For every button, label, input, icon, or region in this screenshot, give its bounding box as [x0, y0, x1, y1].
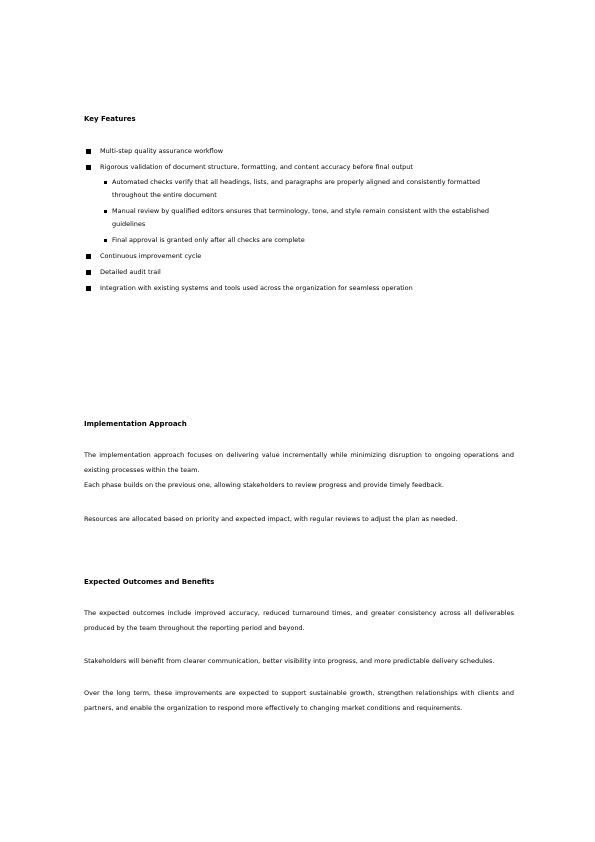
paragraph: Each phase builds on the previous one, allowing stakeholders to review progress and provide timely feedback. [84, 481, 444, 489]
paragraph: Stakeholders will benefit from clearer communication, better visibility into progress, and more predictable delivery schedules. [84, 657, 495, 665]
paragraph: The implementation approach focuses on delivering value incrementally while minimizing disruption to ongoing operations and existing processes within the team. [84, 451, 514, 474]
sub-list [100, 176, 514, 247]
list-item-text: Multi-step quality assurance workflow [100, 147, 224, 155]
paragraph: Resources are allocated based on priority and expected impact, with regular reviews to adjust the plan as needed. [84, 515, 458, 523]
section-heading-key-features: Key Features [84, 115, 136, 123]
list-item-text: Rigorous validation of document structure, formatting, and content accuracy before final output [100, 163, 413, 171]
feature-list [84, 145, 514, 298]
list-item [84, 145, 514, 158]
list-item [84, 282, 514, 295]
list-item-text: Continuous improvement cycle [100, 252, 202, 260]
list-item [84, 266, 514, 279]
paragraph: Over the long term, these improvements are expected to support sustainable growth, strengthen relationships with clients and partners, and enable the organization to respond more effectively to changing market conditions and requirements. [84, 689, 514, 712]
sub-list-item: Final approval is granted only after all checks are complete [100, 234, 514, 247]
list-item-text: Integration with existing systems and tools used across the organization for seamless operation [100, 284, 413, 292]
sub-list-item: Manual review by qualified editors ensures that terminology, tone, and style remain consistent with the established guidelines [100, 205, 514, 231]
list-item [84, 161, 514, 247]
list-item [84, 250, 514, 263]
sub-list-item: Automated checks verify that all headings, lists, and paragraphs are properly aligned and consistently formatted throughout the entire document [100, 176, 514, 202]
list-item-text: Detailed audit trail [100, 268, 161, 276]
section-heading-outcomes: Expected Outcomes and Benefits [84, 578, 215, 586]
section-heading-implementation: Implementation Approach [84, 420, 187, 428]
paragraph: The expected outcomes include improved accuracy, reduced turnaround times, and greater consistency across all deliverables produced by the team throughout the reporting period and beyond. [84, 609, 514, 632]
